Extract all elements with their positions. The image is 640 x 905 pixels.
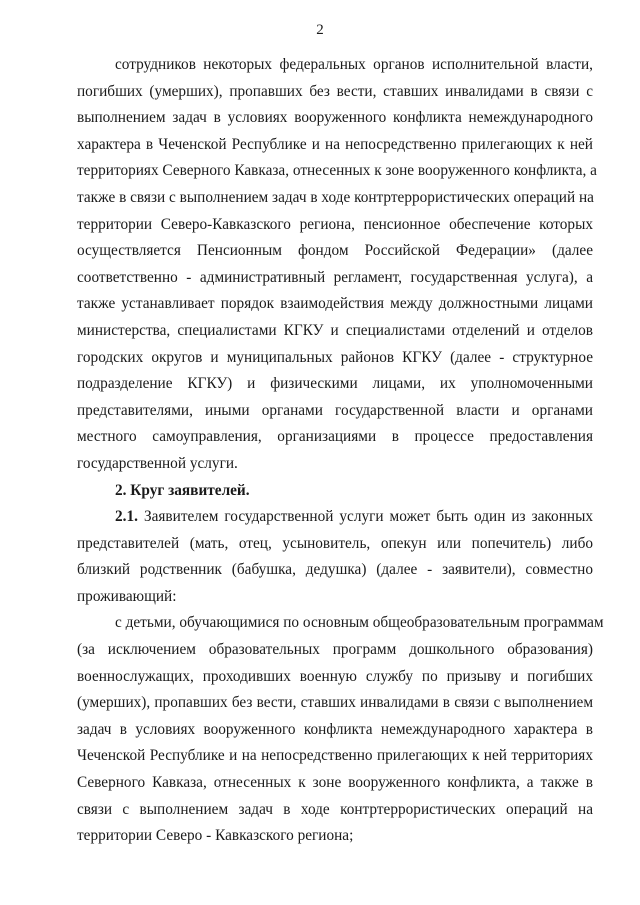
text-line: военнослужащих, проходивших военную службу по призыву и погибших xyxy=(77,667,593,685)
text-line: с детьми, обучающимися по основным общеобразовательным программам xyxy=(115,614,604,632)
paragraph-2-1 xyxy=(77,504,593,610)
clause-number: 2.1. xyxy=(115,508,138,526)
paragraph-continuation xyxy=(77,52,597,478)
text-line: (умерших), пропавших без вести, ставших инвалидами в связи с выполнением xyxy=(77,694,593,712)
text-line: близкий родственник (бабушка, дедушка) (далее - заявители), совместно xyxy=(77,561,593,579)
text-line: проживающий: xyxy=(77,587,177,605)
text-line: представителей (мать, отец, усыновитель, опекун или попечитель) либо xyxy=(77,534,593,552)
text-line: подразделение КГКУ) и физическими лицами, их уполномоченными xyxy=(77,375,593,393)
text-line: осуществляется Пенсионным фондом Российской Федерации» (далее xyxy=(77,242,593,260)
paragraph-children xyxy=(77,610,604,849)
text-line: также устанавливает порядок взаимодействия между должностными лицами xyxy=(77,295,593,313)
text-line: Чеченской Республике и на непосредственно прилегающих к ней территориях xyxy=(77,747,593,765)
page-number: 2 xyxy=(316,22,324,38)
section-heading: 2. Круг заявителей. xyxy=(115,481,250,499)
text-line: территориях Северного Кавказа, отнесенных к зоне вооруженного конфликта, а xyxy=(77,162,597,180)
text-line: погибших (умерших), пропавших без вести, ставших инвалидами в связи с xyxy=(77,82,593,100)
text-line: местного самоуправления, организациями в процессе предоставления xyxy=(77,428,593,446)
text-line: государственной услуги. xyxy=(77,454,238,472)
text-line: Северного Кавказа, отнесенных к зоне вооруженного конфликта, а также в xyxy=(77,774,593,792)
text-line: территории Северо - Кавказского региона; xyxy=(77,827,354,845)
text-line: соответственно - административный регламент, государственная услуга), а xyxy=(77,268,593,286)
text-line: также в связи с выполнением задач в ходе контртеррористических операций на xyxy=(77,188,594,206)
clause-text: Заявителем государственной услуги может быть один из законных xyxy=(143,508,593,526)
text-line xyxy=(77,504,593,531)
text-line: (за исключением образовательных программ дошкольного образования) xyxy=(77,641,593,659)
text-line: задач в условиях вооруженного конфликта немеждународного характера в xyxy=(77,720,593,738)
text-line: сотрудников некоторых федеральных органов исполнительной власти, xyxy=(115,56,593,73)
text-line: выполнением задач в условиях вооруженного конфликта немеждународного xyxy=(77,109,593,127)
text-line: городских округов и муниципальных районов КГКУ (далее - структурное xyxy=(77,348,593,366)
text-line: связи с выполнением задач в ходе контртеррористических операций на xyxy=(77,800,593,818)
text-line: территории Северо-Кавказского региона, пенсионное обеспечение которых xyxy=(77,215,593,233)
text-line: министерства, специалистами КГКУ и специалистами отделений и отделов xyxy=(77,321,593,339)
text-line: представителями, иными органами государственной власти и органами xyxy=(77,401,593,419)
text-line: характера в Чеченской Республике и на непосредственно прилегающих к ней xyxy=(77,135,593,153)
document-body xyxy=(77,52,604,850)
